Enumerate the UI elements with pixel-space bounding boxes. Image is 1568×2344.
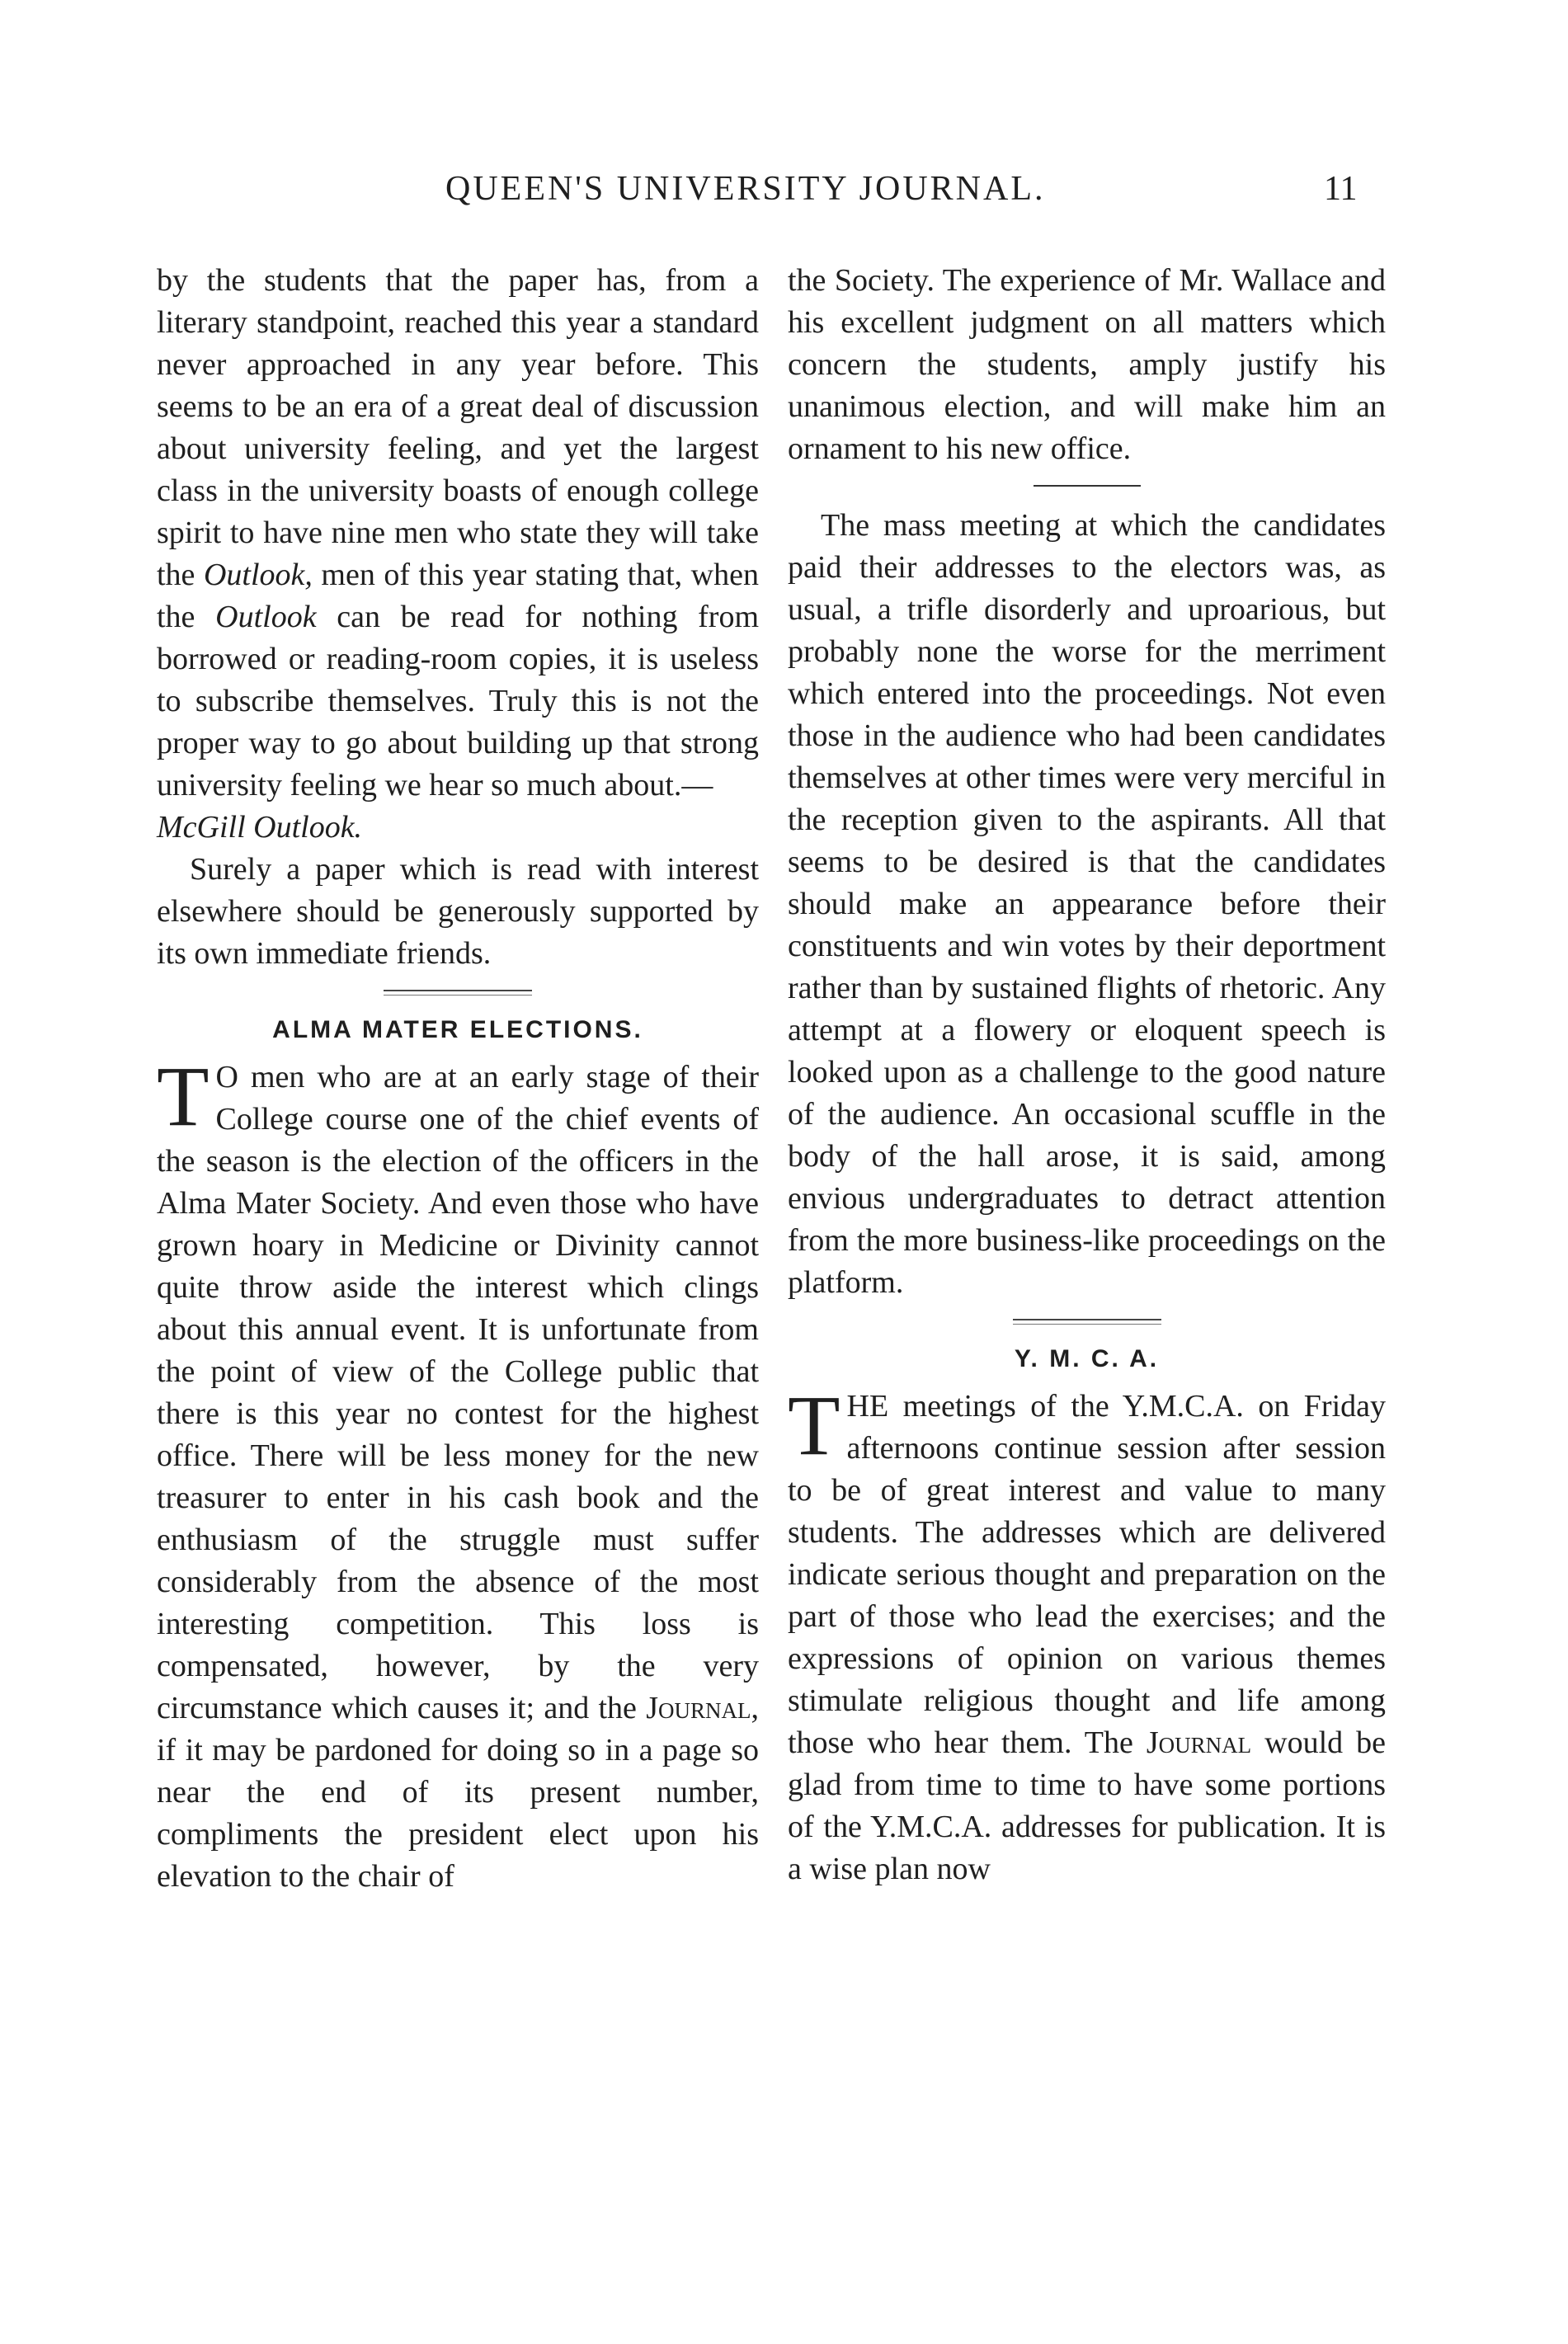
- para-text: can be read for nothing from borrowed or reading-room copies, it is useless to subscribe themselves. Truly this is not the proper way to go about building up that strong university feeling we hear so much about.—: [157, 600, 760, 803]
- paragraph-alma-mater: [157, 1049, 760, 1898]
- paragraph-support: Surely a paper which is read with interest elsewhere should be generously supported by its own immediate friends.: [157, 852, 759, 971]
- right-column: [788, 260, 1386, 1890]
- section-heading-alma-mater: ALMA MATER ELECTIONS.: [272, 1016, 643, 1043]
- para-text: by the students that the paper has, from a literary standpoint, reached this year a standard never approached in any year before. This seems to be an era of a great deal of discussion about university feeling, and yet the largest class in the university boasts of enough college spirit to have nine men who state they will take the: [157, 263, 759, 592]
- paragraph-ymca: [788, 1378, 1387, 1890]
- section-divider: [384, 990, 532, 995]
- paragraph-continued: [157, 260, 759, 849]
- para-text: men of this year stating that, when the: [157, 558, 759, 634]
- section-heading-ymca: Y. M. C. A.: [1014, 1345, 1160, 1372]
- para-text: O men who are at an early stage of their College course one of the chief events of the season is the election of the officers in the Alma Mater Society. And even those who have grown hoary in Medicine or Divinity cannot quite throw aside the interest which clings about this annual event. It is unfortunate from the point of view of the College public that there is this year no contest for the highest office. There will be less money for the new treasurer to enter in his cash book and the enthusiasm of the struggle must suffer considerably from the absence of the most interesting competition. This loss is compensated, however, by the very circumstance which causes it; and the: [157, 1060, 759, 1725]
- left-column: [157, 260, 759, 1898]
- page-number: 11: [1324, 170, 1358, 208]
- running-title: QUEEN'S UNIVERSITY JOURNAL.: [445, 170, 1046, 208]
- journal-name: Journal,: [646, 1691, 760, 1725]
- journal-name: Journal: [1146, 1725, 1252, 1760]
- paragraph-continued-right: the Society. The experience of Mr. Wallace and his excellent judgment on all matters which concern the students, amply justify his unanimous election, and will make him an ornament to his new office.: [788, 263, 1386, 466]
- source-citation: McGill Outlook.: [157, 810, 363, 845]
- section-divider: [1034, 485, 1141, 487]
- paragraph-mass-meeting: The mass meeting at which the candidates paid their addresses to the electors was, as usual, a trifle disorderly and uproarious, but probably none the worse for the merriment which entered into the proceedings. Not even those in the audience who had been candidates themselves at other times were very merciful in the reception given to the aspirants. All that seems to be desired is that the candidates should make an appearance before their constituents and win votes by their deportment rather than by sustained flights of rhetoric. Any attempt at a flowery or eloquent speech is looked upon as a challenge to the good nature of the audience. An occasional scuffle in the body of the hall arose, it is said, among envious undergraduates to detract attention from the more business-like proceedings on the platform.: [788, 508, 1386, 1300]
- outlook-title: Outlook: [215, 600, 317, 634]
- para-text: would be glad from time to time to have some portions of the Y.M.C.A. addresses for publication. It is a wise plan now: [788, 1725, 1387, 1886]
- para-text: HE meetings of the Y.M.C.A. on Friday afternoons continue session after session to be of great interest and value to many students. The addresses which are delivered indicate serious thought and preparation on the part of those who lead the exercises; and the expressions of opinion on various themes stimulate religious thought and life among those who hear them. The: [788, 1389, 1386, 1760]
- para-text: if it may be pardoned for doing so in a page so near the end of its present number, compliments the president elect upon his elevation to the chair of: [157, 1733, 759, 1894]
- drop-cap: T: [788, 1378, 841, 1473]
- drop-cap: T: [157, 1049, 210, 1144]
- section-divider: [1013, 1319, 1161, 1325]
- outlook-title: Outlook,: [203, 558, 313, 592]
